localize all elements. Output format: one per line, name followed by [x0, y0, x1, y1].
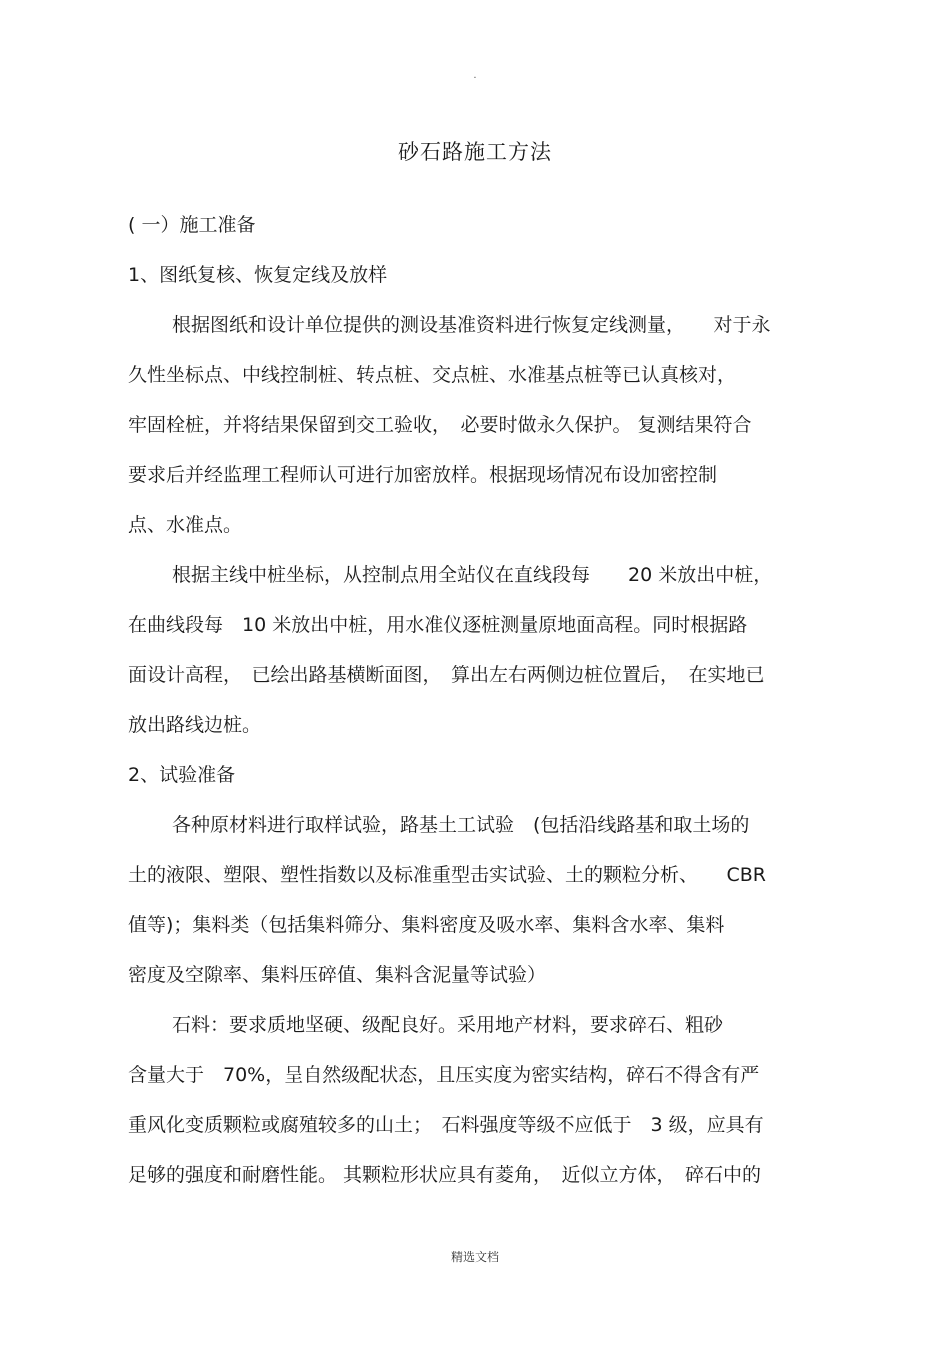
document-body: [128, 208, 848, 1208]
paragraph-line: 久性坐标点、中线控制桩、转点桩、交点桩、水准基点桩等已认真核对，: [128, 364, 737, 386]
paragraph-line: 在曲线段每 10 米放出中桩，用水准仪逐桩测量原地面高程。同时根据路: [128, 614, 748, 636]
paragraph-line: 牢固栓桩，并将结果保留到交工验收， 必要时做永久保护。 复测结果符合: [128, 414, 752, 436]
paragraph-line: 面设计高程， 已绘出路基横断面图， 算出左右两侧边桩位置后， 在实地已: [128, 664, 765, 686]
subsection-heading: 2、试验准备: [128, 764, 236, 786]
header-mark: .: [473, 70, 477, 81]
paragraph-line: 土的液限、塑限、塑性指数以及标准重型击实试验、土的颗粒分析、 CBR: [128, 864, 767, 886]
paragraph-line: 含量大于 70%，呈自然级配状态，且压实度为密实结构，碎石不得含有严: [128, 1064, 760, 1086]
section-heading: ( 一）施工准备: [128, 214, 256, 236]
paragraph-line: 值等)；集料类（包括集料筛分、集料密度及吸水率、集料含水率、集料: [128, 914, 725, 936]
paragraph-line: 密度及空隙率、集料压碎值、集料含泥量等试验）: [128, 964, 547, 986]
page-footer: 精选文档: [450, 1250, 499, 1264]
document-title: 砂石路施工方法: [398, 140, 552, 164]
paragraph-line: 石料：要求质地坚硬、级配良好。采用地产材料，要求碎石、粗砂: [172, 1014, 724, 1036]
paragraph-line: 重风化变质颗粒或腐殖较多的山土； 石料强度等级不应低于 3 级，应具有: [128, 1114, 764, 1136]
subsection-heading: 1、图纸复核、恢复定线及放样: [128, 264, 388, 286]
paragraph-line: 放出路线边桩。: [128, 714, 262, 736]
paragraph-line: 要求后并经监理工程师认可进行加密放样。根据现场情况布设加密控制: [128, 464, 718, 486]
paragraph-line: 点、水准点。: [128, 514, 243, 536]
paragraph-line: 根据主线中桩坐标，从控制点用全站仪在直线段每 20 米放出中桩，: [172, 564, 773, 586]
paragraph-line: 各种原材料进行取样试验，路基土工试验 (包括沿线路基和取土场的: [172, 814, 750, 836]
paragraph-line: 根据图纸和设计单位提供的测设基准资料进行恢复定线测量， 对于永: [172, 314, 771, 336]
paragraph-line: 足够的强度和耐磨性能。 其颗粒形状应具有菱角， 近似立方体， 碎石中的: [128, 1164, 762, 1186]
